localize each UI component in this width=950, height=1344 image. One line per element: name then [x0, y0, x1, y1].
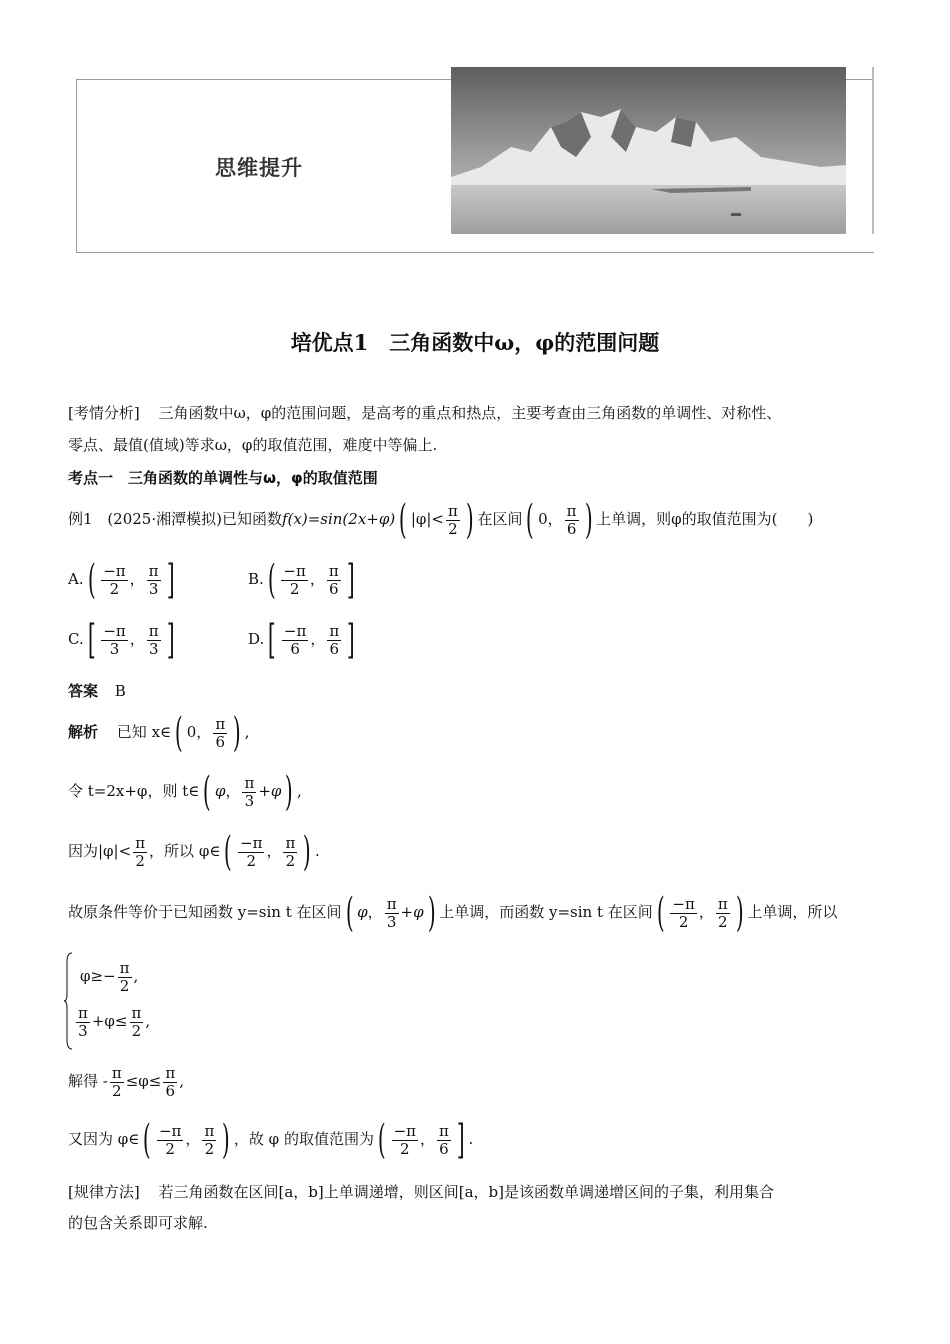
analysis-text-1: 三角函数中ω，φ的范围问题，是高考的重点和热点，主要考查由三角函数的单调性、对称性、 — [158, 404, 782, 422]
banner-edge — [872, 67, 874, 234]
analysis-label: [考情分析] — [68, 404, 140, 422]
solution-line-4: 故原条件等价于已知函数 y=sin t 在区间( φ， $\frac{\pi}{3}$ +φ) 上单调，而函数 y=sin t 在区间( $\frac{-\pi}{2}$ ， $\frac{\pi}{2}$ ) 上单调，所以 — [68, 890, 838, 936]
solution-line-5: 解得 - $\frac{\pi}{2}$ ≤φ≤ $\frac{\pi}{6}$ , — [68, 1064, 184, 1100]
example-line: 例1 (2025·湘潭模拟)已知函数f(x)=sin(2x+φ)( |φ|< $\frac{\pi}{2}$ ) 在区间( 0， $\frac{\pi}{6}$ ) 上单调，则φ的取值范围为( ) — [68, 497, 814, 543]
method-line-2: 的包含关系即可求解. — [68, 1214, 208, 1232]
analysis-line-2: 零点、最值(值域)等求ω，φ的取值范围，难度中等偏上. — [68, 436, 438, 454]
option-b[interactable]: B.( $\frac{-\pi}{2}$ ， $\frac{\pi}{6}$ ] — [248, 557, 355, 603]
banner-title: 思维提升 — [215, 156, 303, 180]
frac-pi-6: $\frac{\pi}{6}$ — [566, 502, 577, 538]
frac-pi-2: $\frac{\pi}{2}$ — [448, 502, 458, 538]
section-title: 培优点1 三角函数中ω，φ的范围问题 — [290, 330, 660, 355]
system-brace — [64, 952, 74, 1050]
solution-line-1: 解析 已知 x∈( 0， $\frac{\pi}{6}$ ) , — [68, 710, 250, 756]
abs-phi: |φ|< — [410, 510, 444, 528]
answer-value: B — [114, 682, 126, 700]
solution-line-2: 令 t=2x+φ，则 t∈( φ， $\frac{\pi}{3}$ +φ) , — [68, 769, 302, 815]
example-label: 例1 — [68, 510, 93, 528]
option-c[interactable]: C.[ $\frac{-\pi}{3}$ ， $\frac{\pi}{3}$ ] — [68, 617, 175, 663]
example-interval: 在区间 — [477, 510, 523, 528]
analysis-line-1 — [68, 402, 781, 423]
system-line-2: $\frac{\pi}{3}$ +φ≤ $\frac{\pi}{2}$ , — [78, 1004, 151, 1040]
example-source: (2025·湘潭模拟)已知函数 — [107, 510, 282, 528]
example-question: 上单调，则φ的取值范围为( ) — [596, 510, 814, 528]
answer-line — [68, 680, 126, 701]
option-d[interactable]: D.[ $\frac{-\pi}{6}$ ， $\frac{\pi}{6}$ ] — [248, 617, 355, 663]
example-function: f(x)=sin(2x+φ) — [281, 510, 396, 528]
zero: 0 — [538, 510, 548, 528]
answer-label: 答案 — [68, 682, 99, 700]
solution-line-3: 因为|φ|< $\frac{\pi}{2}$ ，所以 φ∈( $\frac{-\pi}{2}$ ， $\frac{\pi}{2}$ ) . — [68, 829, 320, 875]
option-a[interactable]: A.( $\frac{-\pi}{2}$ ， $\frac{\pi}{3}$ ] — [68, 557, 175, 603]
point-title: 考点一 三角函数的单调性与ω，φ的取值范围 — [68, 469, 378, 487]
system-line-1: φ≥− $\frac{\pi}{2}$ , — [80, 959, 139, 995]
method-line-1: [规律方法] 若三角函数在区间[a，b]上单调递增，则区间[a，b]是该函数单调递增区间的子集，利用集合 — [68, 1183, 775, 1201]
method-label: [规律方法] — [68, 1183, 140, 1201]
landscape-photo — [451, 67, 846, 234]
solution-label: 解析 — [68, 723, 99, 741]
solution-line-6: 又因为 φ∈( $\frac{-\pi}{2}$ ， $\frac{\pi}{2}$ ) ，故 φ 的取值范围为( $\frac{-\pi}{2}$ ， $\frac{\pi}{6}$ ] . — [68, 1117, 474, 1163]
